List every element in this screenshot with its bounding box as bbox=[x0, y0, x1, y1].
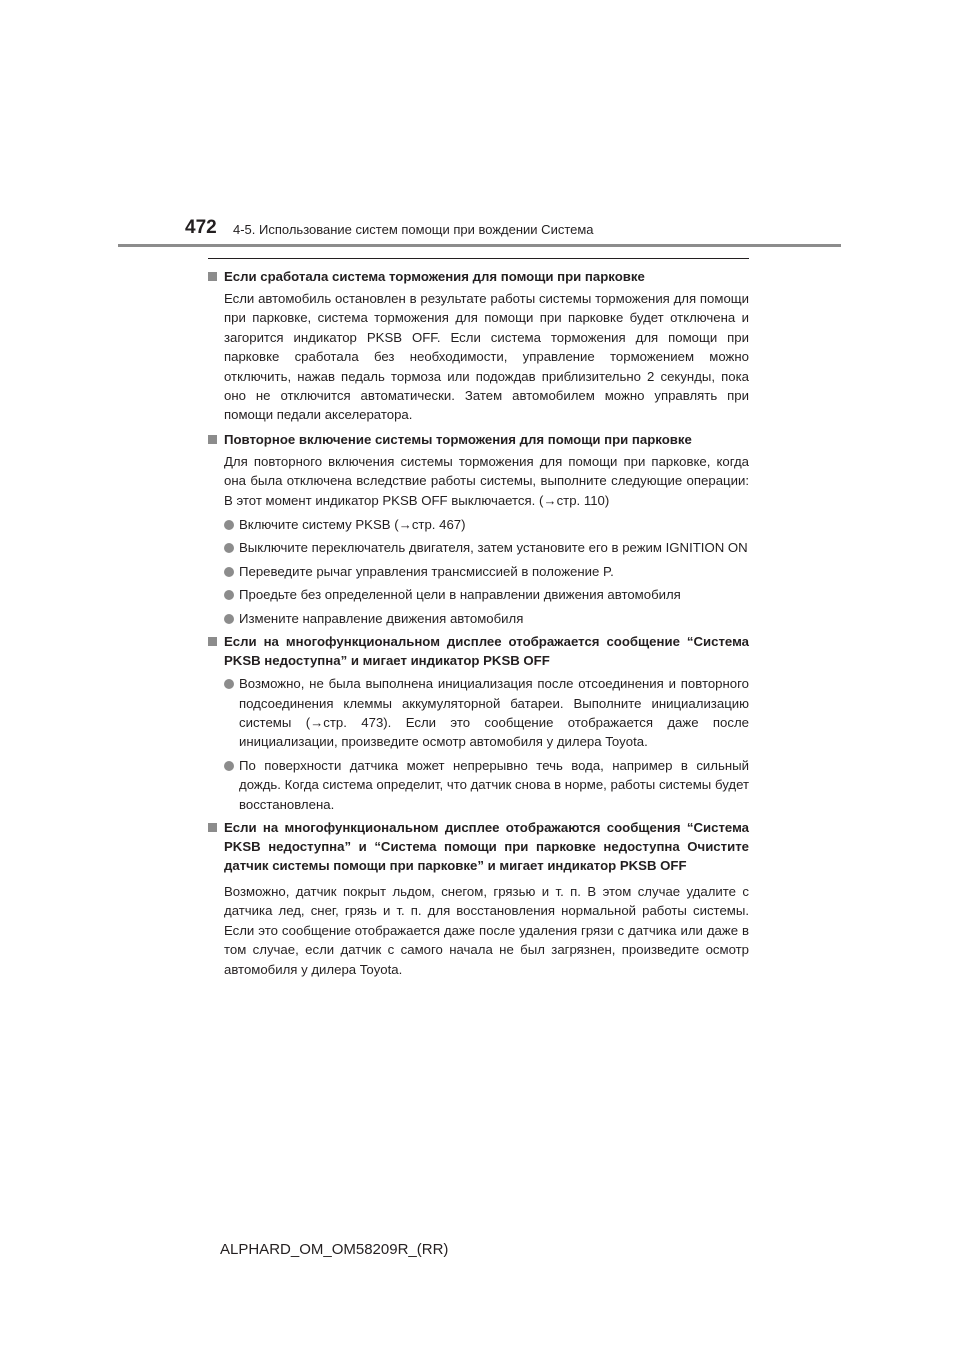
circle-bullet-icon bbox=[224, 761, 234, 771]
section-paragraph: Для повторного включения системы торможения для помощи при парковке, когда она была отключена вследствие работы системы, выполните следующие операции: В этот момент индикатор PKSB OFF выключается. (→стр. 110) bbox=[224, 453, 749, 508]
list-item bbox=[208, 674, 749, 752]
list-item-text: По поверхности датчика может непрерывно течь вода, например в сильный дождь. Когда система определит, что датчик снова в норме, работы системы будет восстановлена. bbox=[239, 757, 749, 812]
list-item bbox=[208, 538, 749, 557]
section-title-text: Если сработала система торможения для помощи при парковке bbox=[224, 269, 645, 284]
section-title-text: Повторное включение системы торможения для помощи при парковке bbox=[224, 431, 692, 447]
content-top-rule bbox=[208, 258, 749, 259]
list-item bbox=[208, 585, 749, 604]
header-rule bbox=[118, 244, 841, 247]
circle-bullet-icon bbox=[224, 679, 234, 689]
list-item-text: Возможно, не была выполнена инициализация после отсоединения и повторного подсоединения клеммы аккумуляторной батареи. Выполните инициализацию системы (→стр. 473). Если это сообщение отображается даже после инициализации, произведите осмотр автомобиля у дилера Toyota. bbox=[239, 676, 749, 750]
section-title bbox=[208, 267, 749, 286]
chapter-header: 4-5. Использование систем помощи при вождении Система bbox=[233, 222, 594, 237]
section-paragraph: Если автомобиль остановлен в результате работы системы торможения для помощи при парковке, система торможения для помощи при парковке будет отключена и загорится индикатор PKSB OFF. Если система торможения для помощи при парковке сработала без необходимости, управление торможением можно отключить, нажав педаль тормоза или подождав приблизительно 2 секунды, пока оно не отключится автоматически. Затем автомобилем можно управлять при помощи педали акселератора. bbox=[224, 291, 749, 423]
square-bullet-icon bbox=[208, 637, 217, 646]
circle-bullet-icon bbox=[224, 567, 234, 577]
list-item bbox=[208, 515, 749, 534]
list-item-text: Включите систему PKSB (→стр. 467) bbox=[239, 517, 466, 533]
section-title-text: Если на многофункциональном дисплее отображается сообщение “Система PKSB недоступна” и мигает индикатор PKSB OFF bbox=[224, 634, 749, 669]
list-item bbox=[208, 562, 749, 581]
circle-bullet-icon bbox=[224, 590, 234, 600]
square-bullet-icon bbox=[208, 823, 217, 832]
list-item-text: Выключите переключатель двигателя, затем установите его в режим IGNITION ON bbox=[239, 540, 748, 556]
square-bullet-icon bbox=[208, 435, 217, 444]
section-title-text: Если на многофункциональном дисплее отображаются сообщения “Система PKSB недоступна” и “Система помощи при парковке недоступна Очистите датчик системы помощи при парковке” и мигает индикатор PKSB OFF bbox=[224, 819, 749, 873]
circle-bullet-icon bbox=[224, 520, 234, 530]
list-item bbox=[208, 609, 749, 628]
section-paragraph: Возможно, датчик покрыт льдом, снегом, грязью и т. п. В этом случае удалите с датчика лед, снег, грязь и т. п. для восстановления нормальной работы системы. Если это сообщение отображается даже после удаления грязи с датчика или даже в том случае, если датчик с самого начала не был загрязнен, произведите осмотр автомобиля у дилера Toyota. bbox=[224, 883, 749, 977]
list-item-text: Переведите рычаг управления трансмиссией в положение P. bbox=[239, 563, 614, 579]
list-item-text: Измените направление движения автомобиля bbox=[239, 610, 524, 626]
section-title bbox=[208, 430, 749, 449]
page-content bbox=[208, 258, 749, 984]
page-number: 472 bbox=[185, 217, 217, 238]
circle-bullet-icon bbox=[224, 614, 234, 624]
list-item bbox=[208, 756, 749, 814]
circle-bullet-icon bbox=[224, 543, 234, 553]
section-title bbox=[208, 818, 749, 875]
document-id-footer: ALPHARD_OM_OM58209R_(RR) bbox=[220, 1241, 449, 1258]
list-item-text: Проедьте без определенной цели в направлении движения автомобиля bbox=[239, 587, 681, 603]
square-bullet-icon bbox=[208, 272, 217, 281]
section-title bbox=[208, 632, 749, 670]
